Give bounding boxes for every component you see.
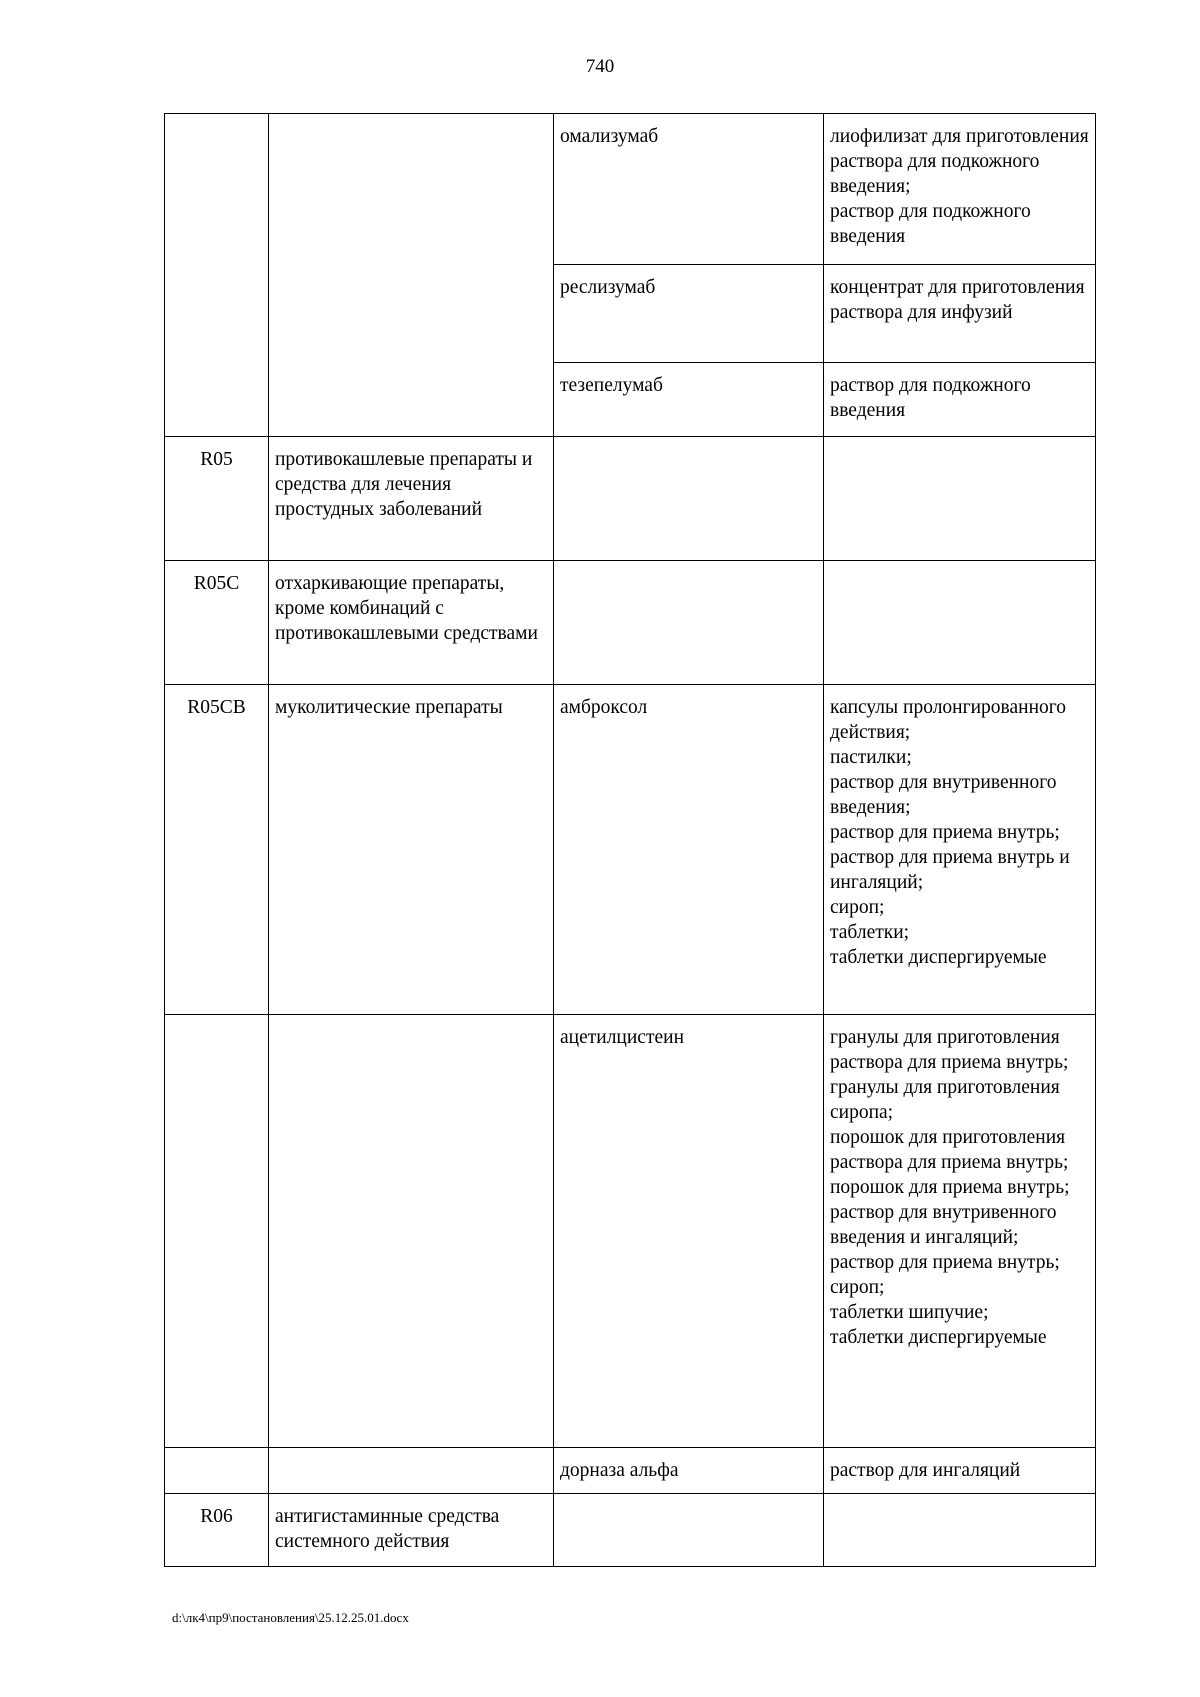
drug-cell: реслизумаб (554, 265, 824, 363)
drug-cell (554, 561, 824, 685)
page-number: 740 (585, 56, 615, 77)
table-row (165, 1448, 1096, 1494)
table-row (165, 114, 1096, 265)
drug-cell (554, 437, 824, 561)
drug-cell: ацетилцистеин (554, 1015, 824, 1448)
code-cell: R05CB (165, 685, 269, 1015)
forms-cell: капсулы пролонгированного действия; пастилки; раствор для внутривенного введения; раствор для приема внутрь; раствор для приема внутрь и ингаляций; сироп; таблетки; таблетки диспергируемые (824, 685, 1096, 1015)
table-row (165, 1494, 1096, 1567)
group-cell: муколитические препараты (269, 685, 554, 1015)
forms-cell (824, 437, 1096, 561)
group-cell (269, 1015, 554, 1448)
forms-cell: лиофилизат для приготовления раствора для подкожного введения; раствор для подкожного введения (824, 114, 1096, 265)
code-cell: R06 (165, 1494, 269, 1567)
forms-cell: гранулы для приготовления раствора для приема внутрь; гранулы для приготовления сиропа; порошок для приготовления раствора для приема внутрь; порошок для приема внутрь; раствор для внутривенного введения и ингаляций; раствор для приема внутрь; сироп; таблетки шипучие; таблетки диспергируемые (824, 1015, 1096, 1448)
drug-cell: тезепелумаб (554, 363, 824, 437)
forms-cell: концентрат для приготовления раствора для инфузий (824, 265, 1096, 363)
code-cell (165, 1015, 269, 1448)
code-cell (165, 1448, 269, 1494)
forms-cell (824, 1494, 1096, 1567)
forms-cell: раствор для ингаляций (824, 1448, 1096, 1494)
table-row (165, 1015, 1096, 1448)
drug-cell: омализумаб (554, 114, 824, 265)
forms-cell: раствор для подкожного введения (824, 363, 1096, 437)
drug-cell (554, 1494, 824, 1567)
drug-cell: амброксол (554, 685, 824, 1015)
drug-classification-table (164, 113, 1096, 1567)
drug-cell: дорназа альфа (554, 1448, 824, 1494)
code-cell: R05C (165, 561, 269, 685)
footer-file-path: d:\лк4\пр9\постановления\25.12.25.01.docx (172, 1610, 409, 1625)
code-cell (165, 114, 269, 437)
table-row (165, 437, 1096, 561)
table-row (165, 685, 1096, 1015)
group-cell: противокашлевые препараты и средства для лечения простудных заболеваний (269, 437, 554, 561)
group-cell (269, 114, 554, 437)
group-cell: отхаркивающие препараты, кроме комбинаций с противокашлевыми средствами (269, 561, 554, 685)
table-row (165, 561, 1096, 685)
group-cell (269, 1448, 554, 1494)
code-cell: R05 (165, 437, 269, 561)
forms-cell (824, 561, 1096, 685)
group-cell: антигистаминные средства системного действия (269, 1494, 554, 1567)
